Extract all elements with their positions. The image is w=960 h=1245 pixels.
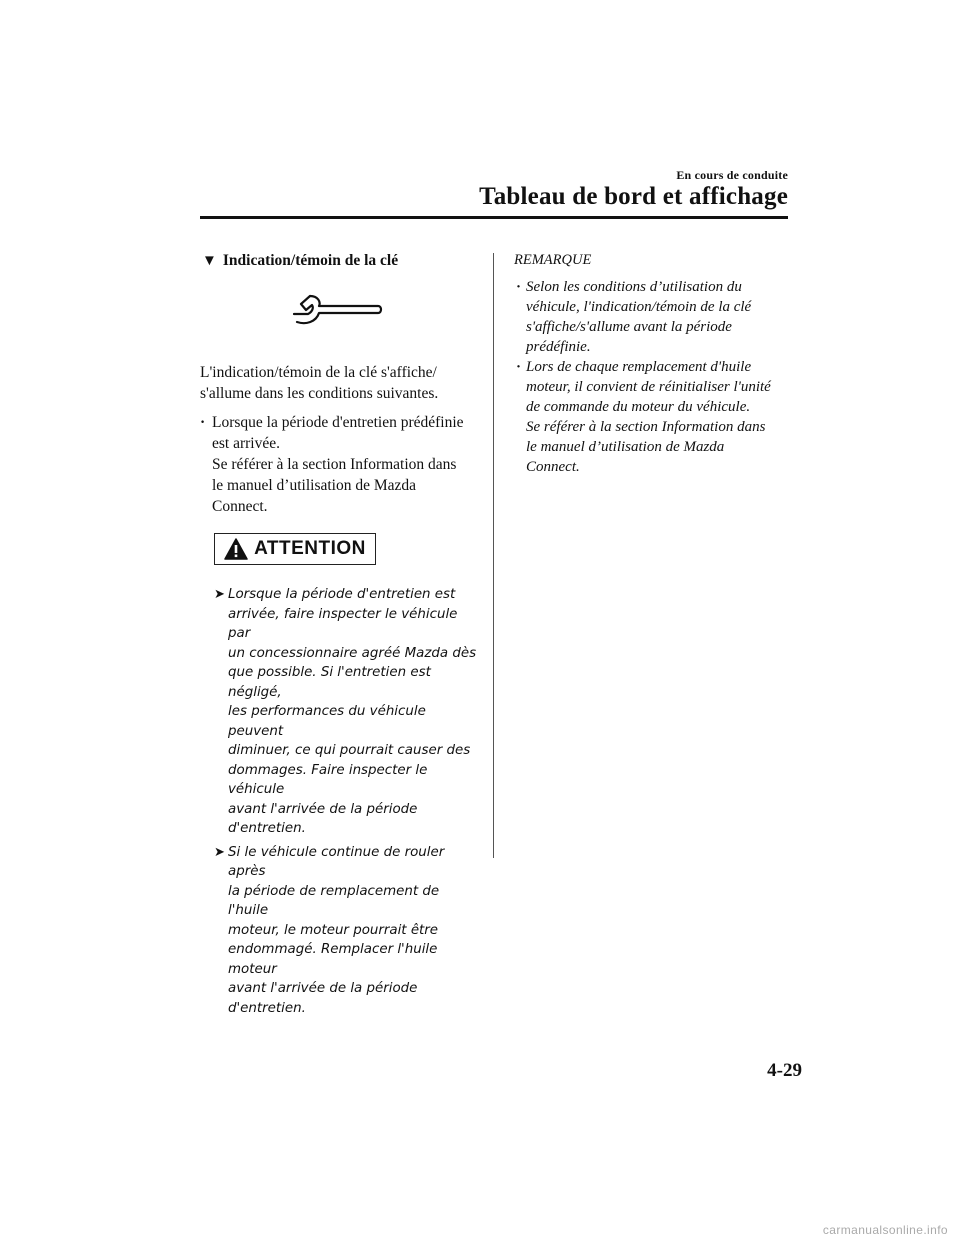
- left-column: [200, 252, 478, 1022]
- right-column: [514, 252, 790, 477]
- remark-item-text: Selon les conditions d’utilisation du véhicule, l'indication/témoin de la clé s'affiche/s'allume avant la période prédéfinie.: [526, 279, 752, 355]
- arrow-icon: ➤: [214, 844, 225, 860]
- chapter-title: Tableau de bord et affichage: [479, 183, 788, 210]
- list-item: [200, 585, 478, 839]
- wrench-icon: [292, 292, 478, 352]
- attention-item-text: Si le véhicule continue de rouler après la période de remplacement de l'huile moteur, le moteur pourrait être endommagé. Remplacer l'huile moteur avant l'arrivée de la période d'entretien.: [228, 844, 445, 1016]
- bullet-dot-icon: ·: [516, 359, 522, 375]
- header-rule: [200, 216, 788, 219]
- attention-label: ATTENTION: [254, 538, 366, 559]
- warning-triangle-icon: [224, 538, 248, 560]
- page-number: 4-29: [767, 1060, 802, 1081]
- list-item: [514, 277, 790, 357]
- list-item-text: Lorsque la période d'entretien prédéfinie est arrivée. Se référer à la section Information dans le manuel d’utilisation de Mazda Connect.: [212, 414, 464, 515]
- remark-item-text: Lors de chaque remplacement d'huile moteur, il convient de réinitialiser l'unité de commande du moteur du véhicule. Se référer à la section Information dans le manuel d’utilisation de Mazda Connect.: [526, 359, 771, 475]
- bullet-dot-icon: ·: [516, 279, 522, 295]
- intro-paragraph: L'indication/témoin de la clé s'affiche/ s'allume dans les conditions suivantes.: [200, 364, 439, 402]
- section-heading: [202, 252, 478, 270]
- column-divider: [493, 253, 494, 858]
- list-item: [200, 843, 478, 1019]
- attention-item-text: Lorsque la période d'entretien est arrivée, faire inspecter le véhicule par un concessionnaire agréé Mazda dès que possible. Si l'entretien est négligé, les performances du véhicule peuvent diminuer, ce qui pourrait causer des dommages. Faire inspecter le véhicule avant l'arrivée de la période d'entretien.: [228, 587, 477, 836]
- list-item: [514, 357, 790, 477]
- arrow-icon: ➤: [214, 587, 225, 602]
- bullet-dot-icon: ·: [200, 414, 206, 431]
- attention-banner: [214, 533, 376, 565]
- section-heading-text: Indication/témoin de la clé: [222, 252, 399, 269]
- remark-title: REMARQUE: [514, 252, 592, 268]
- attention-list: [200, 585, 478, 1018]
- chapter-label: En cours de conduite: [676, 168, 788, 182]
- list-item: [200, 412, 478, 517]
- heading-triangle-icon: ▼: [202, 252, 217, 269]
- watermark: carmanualsonline.info: [822, 1223, 948, 1237]
